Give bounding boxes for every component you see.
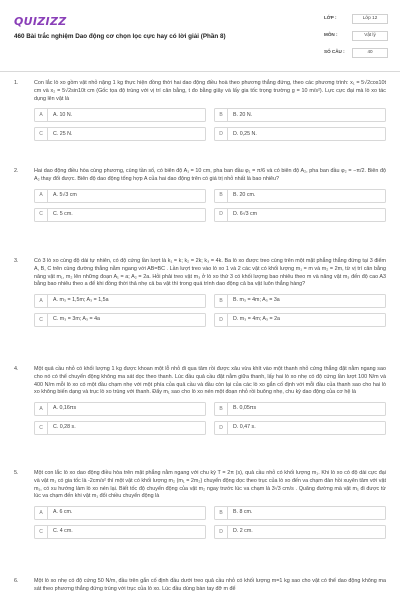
meta-value-class: Lớp 12 (352, 14, 388, 24)
header-divider (0, 71, 400, 72)
meta-row-subject (324, 30, 388, 41)
question-text: Con lắc lò xo gồm vật nhỏ nặng 1 kg thực hiện đồng thời hai dao động điều hoà theo phương thẳng đứng, theo các phương trình: x₁ = 5√2cos10t cm và x₂ = 5√2sin10t cm (Gốc tọa độ trùng với vị trí cân bằng, t đo bằng giây và lấy gia tốc trọng trường g = 10 m/s²). Lực cực đại mà lò xo tác dụng lên vật là (34, 80, 386, 102)
question-text: Một con lắc lò xo dao động điều hòa trên mặt phẳng nằm ngang với chu kỳ T = 2π (s), quả cầu nhỏ có khối lượng m₁. Khi lò xo có độ dài cực đại và vật m₁ có gia tốc là -2cm/s² thì một vật có khối lượng m₂ (m₁ = 2m₂) chuyển động dọc theo trục của lò xo đến va chạm đàn hồi xuyên tâm với vật m₁, có xu hướng làm lò xo nén lại. Biết tốc độ chuyển động của vật m₂ ngay trước lúc va chạm là 3√3 cm/s . Quãng đường mà vật m₁ đi được từ lúc va chạm đến khi vật m₁ đổi chiều chuyển động là (34, 470, 386, 500)
question-2 (14, 168, 386, 222)
option-b[interactable] (214, 294, 386, 308)
option-letter: C (35, 314, 48, 326)
option-letter: A (35, 190, 48, 202)
option-letter: C (35, 128, 48, 140)
option-a[interactable] (34, 108, 206, 122)
option-letter: D (215, 422, 228, 434)
meta-value-count: 40 (352, 48, 388, 58)
question-number: 3. (14, 258, 19, 264)
option-text: B. 20 N. (233, 111, 253, 118)
option-text: A. 0,16πs (53, 405, 77, 412)
option-b[interactable] (214, 189, 386, 203)
meta-row-class (324, 13, 388, 24)
option-text: A. 6 cm. (53, 509, 73, 516)
option-text: C. 25 N. (53, 130, 73, 137)
question-5 (14, 470, 386, 539)
option-a[interactable] (34, 402, 206, 416)
option-letter: C (35, 209, 48, 221)
option-letter: B (215, 403, 228, 415)
option-letter: A (35, 295, 48, 307)
option-letter: C (35, 422, 48, 434)
question-3 (14, 258, 386, 327)
option-text: A. 10 N. (53, 111, 73, 118)
option-letter: A (35, 507, 48, 519)
option-text: D. 2 cm. (233, 528, 253, 535)
question-1 (14, 80, 386, 141)
option-b[interactable] (214, 506, 386, 520)
question-text: Có 3 lò xo cùng độ dài tự nhiên, có độ cứng lần lượt là k₁ = k; k₂ = 2k; k₃ = 4k. Ba lò xo được treo cùng trên một mặt phẳng thẳng đứng tại 3 điểm A, B, C trên cùng đường thẳng nằm ngang với AB=BC . Lần lượt treo vào lò xo 1 và 2 các vật có khối lượng m₁ = m và m₂ = 2m, từ vị trí cân bằng nâng vật m₁, m₂ lên những đoạn A₁ = a; A₂ = 2a. Hỏi phải treo vật m₃ ở lò xo thứ 3 có khối lượng bao nhiêu theo m và nâng vật m₃ đến độ cao A3 bằng bao nhiêu theo a để khi đồng thời thả nhẹ cả ba vật thì trong quá trình dao động cả ba vật luôn thẳng hàng? (34, 258, 386, 288)
option-text: C. 5 cm. (53, 210, 73, 217)
option-text: A. m₃ = 1,5m; A₃ = 1,5a (53, 297, 109, 304)
question-text: Một lò xo nhẹ có độ cứng 50 N/m, đầu trên gắn cố định đầu dưới treo quả cầu nhỏ có khối lượng m=1 kg sao cho vật có thể dao động không ma sát theo phương thẳng đứng trùng với trục của lò xo. Lúc đầu dùng bàn tay đỡ m để (34, 578, 386, 592)
option-letter: C (35, 526, 48, 538)
answer-options (34, 294, 386, 327)
question-number: 6. (14, 578, 19, 584)
option-letter: B (215, 507, 228, 519)
option-letter: A (35, 109, 48, 121)
option-text: C. 0,28 s. (53, 424, 76, 431)
option-text: D. m₃ = 4m; A₃ = 2a (233, 316, 281, 323)
option-text: D. 6√3 cm (233, 210, 258, 217)
option-a[interactable] (34, 189, 206, 203)
option-text: B. m₃ = 4m; A₃ = 3a (233, 297, 280, 304)
option-c[interactable] (34, 313, 206, 327)
option-letter: A (35, 403, 48, 415)
option-a[interactable] (34, 506, 206, 520)
option-c[interactable] (34, 127, 206, 141)
option-c[interactable] (34, 525, 206, 539)
option-letter: B (215, 190, 228, 202)
question-number: 2. (14, 168, 19, 174)
option-letter: D (215, 128, 228, 140)
option-c[interactable] (34, 421, 206, 435)
meta-row-count (324, 47, 388, 58)
answer-options (34, 506, 386, 539)
option-d[interactable] (214, 421, 386, 435)
option-d[interactable] (214, 127, 386, 141)
option-d[interactable] (214, 313, 386, 327)
option-text: D. 0,25 N. (233, 130, 257, 137)
option-d[interactable] (214, 208, 386, 222)
page-header (0, 0, 400, 64)
question-6 (14, 578, 386, 594)
meta-key: LỚP : (324, 15, 337, 21)
option-c[interactable] (34, 208, 206, 222)
meta-value-subject: Vật lý (352, 31, 388, 41)
option-d[interactable] (214, 525, 386, 539)
option-letter: D (215, 209, 228, 221)
quizizz-logo: QUIZIZZ (14, 15, 67, 28)
question-number: 5. (14, 470, 19, 476)
meta-key: SỐ CÂU : (324, 49, 345, 55)
option-text: B. 20 cm. (233, 191, 256, 198)
option-letter: D (215, 526, 228, 538)
question-number: 1. (14, 80, 19, 86)
answer-options (34, 189, 386, 222)
meta-key: MÔN : (324, 32, 338, 38)
option-a[interactable] (34, 294, 206, 308)
option-letter: B (215, 109, 228, 121)
option-text: A. 5√3 cm (53, 191, 77, 198)
answer-options (34, 108, 386, 141)
option-text: B. 0,05πs (233, 405, 257, 412)
question-number: 4. (14, 366, 19, 372)
option-text: D. 0,47 s. (233, 424, 256, 431)
question-text: Một quả cầu nhỏ có khối lượng 1 kg được khoan một lỗ nhỏ đi qua tâm rồi được xâu vừa khít vào một thanh nhỏ cứng thẳng đặt nằm ngang sao cho nó có thể chuyển động không ma sát dọc theo thanh. Lúc đầu quả cầu đặt nằm giữa thanh, lấy hai lò xo nhẹ có độ cứng lần lượt 100 N/m và 400 N/m mỗi lò xo có một đầu chạm nhẹ với một phía của quả cầu và đầu còn lại của các lò xo gắn cố định với mỗi đầu của thanh sao cho hai lò xo không biến dạng và trục lò xo trùng với thanh. Đẩy m₁ sao cho lò xo nén một đoạn nhỏ rồi buông nhẹ, chu kỳ dao động của cơ hệ là (34, 366, 386, 396)
option-text: C. 4 cm. (53, 528, 73, 535)
answer-options (34, 402, 386, 435)
meta-box (324, 13, 388, 64)
option-letter: B (215, 295, 228, 307)
question-4 (14, 366, 386, 435)
option-letter: D (215, 314, 228, 326)
option-text: B. 8 cm. (233, 509, 253, 516)
document-title: 460 Bài trắc nghiệm Dao động cơ chọn lọc cực hay có lời giải (Phần 8) (14, 33, 226, 40)
option-b[interactable] (214, 108, 386, 122)
question-text: Hai dao động điều hòa cùng phương, cùng tần số, có biên độ A₁ = 10 cm, pha ban đầu φ₁ = π/6 và có biên độ A₂, pha ban đầu φ₂ = −π/2. Biên độ A₂ thay đổi được. Biên độ dao động tổng hợp A của hai dao động trên có giá trị nhỏ nhất là bao nhiêu? (34, 168, 386, 182)
option-b[interactable] (214, 402, 386, 416)
option-text: C. m₃ = 3m; A₃ = 4a (53, 316, 101, 323)
